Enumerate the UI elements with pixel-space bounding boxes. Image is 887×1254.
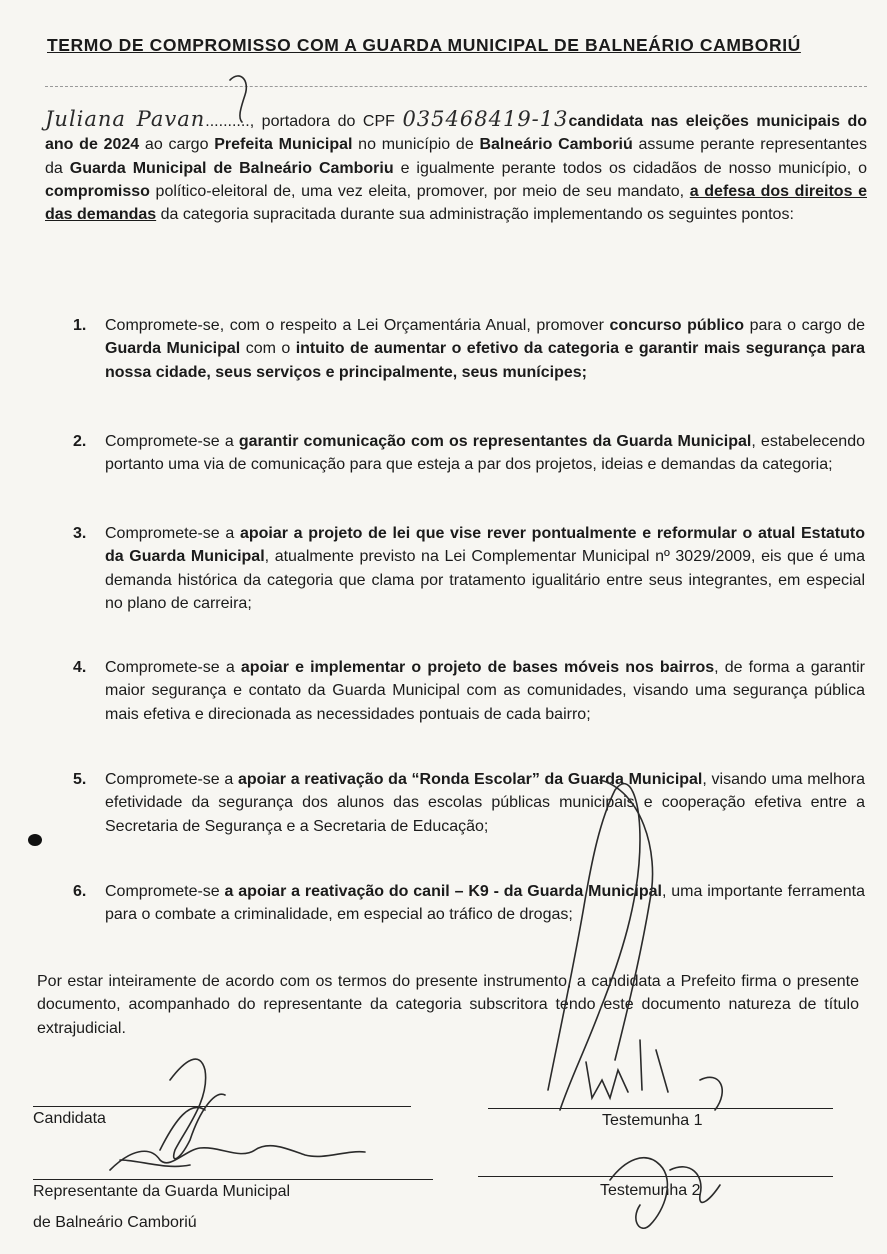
item-text-part: com o	[240, 340, 296, 358]
intro-bold-elections: eleições municipais do ano de 2024	[45, 113, 868, 154]
item-number: 1.	[73, 317, 87, 334]
item-text-part: , estabelecendo portanto uma via de comunicação para que esteja a par dos projetos, ideias e demandas da categoria;	[105, 433, 866, 474]
candidate-left-signature-2	[160, 1107, 205, 1150]
representative-signature-2	[120, 1160, 190, 1166]
item-text-part: Compromete-se, com o respeito a Lei Orçamentária Anual, promover	[105, 317, 610, 334]
representative-signature	[110, 1146, 365, 1170]
item-number: 5.	[73, 771, 87, 788]
item-number: 2.	[73, 433, 87, 450]
item-number: 3.	[73, 525, 87, 542]
candidate-signature-stroke	[548, 784, 640, 1110]
name-dotted-line: ..........	[205, 113, 250, 130]
item-text-part: , visando uma melhora efetividade da segurança dos alunos das escolas públicas municipais e cooperação efetiva entre a Secretaria de Segurança e a Secretaria de Educação;	[105, 771, 866, 835]
representative-label-city: de Balneário Camboriú	[33, 1214, 197, 1231]
candidate-label: Candidata	[33, 1110, 106, 1127]
item-bold-part: a apoiar a reativação do canil – K9 - da Guarda Municipal	[224, 883, 662, 900]
intro-underlined-defense: a defesa dos direitos e das demandas	[45, 182, 867, 224]
item-bold-part: apoiar e implementar o projeto de bases móveis nos bairros	[240, 659, 715, 676]
closing-paragraph: Por estar inteiramente de acordo com os termos do presente instrumento, a candidata a Prefeito firma o presente documento, acompanhado do representante da categoria subscritora tendo este documento natureza de título extrajudicial.	[37, 973, 859, 1037]
item-text-part: Compromete-se a	[105, 659, 241, 676]
item-text-part: para o cargo de	[744, 317, 866, 334]
intro-text-6: e igualmente perante todos os cidadãos de nosso município, o	[393, 159, 867, 177]
intro-text-5: assume perante representantes da	[45, 136, 868, 177]
intro-text-3: ao cargo	[139, 136, 215, 154]
intro-text-8: da categoria supracitada durante sua administração implementando os seguintes pontos:	[156, 206, 794, 224]
item-bold-part: apoiar a reativação da “Ronda Escolar” da Guarda Municipal	[238, 771, 703, 788]
item-number: 4.	[73, 659, 87, 676]
item-number: 6.	[73, 883, 87, 900]
candidate-signature-stroke-2	[600, 780, 653, 1060]
intro-bold-city: Balneário Camboriú	[479, 136, 633, 154]
item-bold-part: concurso público	[609, 317, 744, 334]
intro-text-1: , portadora do CPF	[249, 113, 403, 130]
item-text-part: , uma importante ferramenta para o combate a criminalidade, em especial ao tráfico de drogas;	[105, 883, 865, 924]
item-bold-part: garantir comunicação com os representantes da Guarda Municipal	[238, 433, 752, 450]
intro-text-2: candidata nas	[568, 113, 686, 130]
intro-bold-commitment: compromisso	[45, 182, 150, 200]
candidate-left-signature	[170, 1059, 225, 1159]
intro-text-4: no município de	[352, 136, 480, 154]
item-bold-part: apoiar a projeto de lei que vise rever pontualmente e reformular o atual Estatuto da Guarda Municipal	[105, 525, 865, 566]
cpf-handwritten: 035468419-13	[402, 107, 569, 131]
representative-label: Representante da Guarda Municipal	[33, 1183, 291, 1200]
witness2-label: Testemunha 2	[600, 1182, 701, 1199]
document-title: TERMO DE COMPROMISSO COM A GUARDA MUNICIPAL DE BALNEÁRIO CAMBORIÚ	[47, 35, 801, 55]
witness1-label: Testemunha 1	[602, 1112, 703, 1129]
item-text-part: Compromete-se	[105, 883, 225, 900]
item-bold-part: Guarda Municipal	[105, 340, 241, 358]
candidate-name-handwritten: Juliana Pavan	[45, 107, 206, 131]
item-text-part: Compromete-se a	[105, 433, 239, 450]
item-text-part: , de forma a garantir maior segurança e contato da Guarda Municipal com as comunidades, visando uma segurança pública mais efetiva e direcionada as necessidades pontuais de cada bairro;	[105, 659, 866, 723]
item-text-part: , atualmente previsto na Lei Complementar Municipal nº 3029/2009, eis que é uma demanda histórica da categoria que clama por tratamento igualitário entre seus integrantes, em especial no plano de carreira;	[105, 548, 866, 612]
witness1-signature	[586, 1040, 722, 1110]
item-bold-part: intuito de aumentar o efetivo da categoria e garantir mais segurança para nossa cidade, seus serviços e principalmente, seus munícipes;	[105, 340, 866, 381]
item-text-part: Compromete-se a	[105, 525, 240, 542]
intro-bold-guard: Guarda Municipal de Balneário Camboriu	[69, 159, 394, 177]
item-text-part: Compromete-se a	[105, 771, 238, 788]
intro-bold-office: Prefeita Municipal	[214, 136, 353, 154]
witness2-signature	[610, 1158, 720, 1228]
name-flourish	[230, 76, 246, 122]
intro-text-7: político-eleitoral de, uma vez eleita, promover, por meio de seu mandato,	[149, 182, 690, 200]
